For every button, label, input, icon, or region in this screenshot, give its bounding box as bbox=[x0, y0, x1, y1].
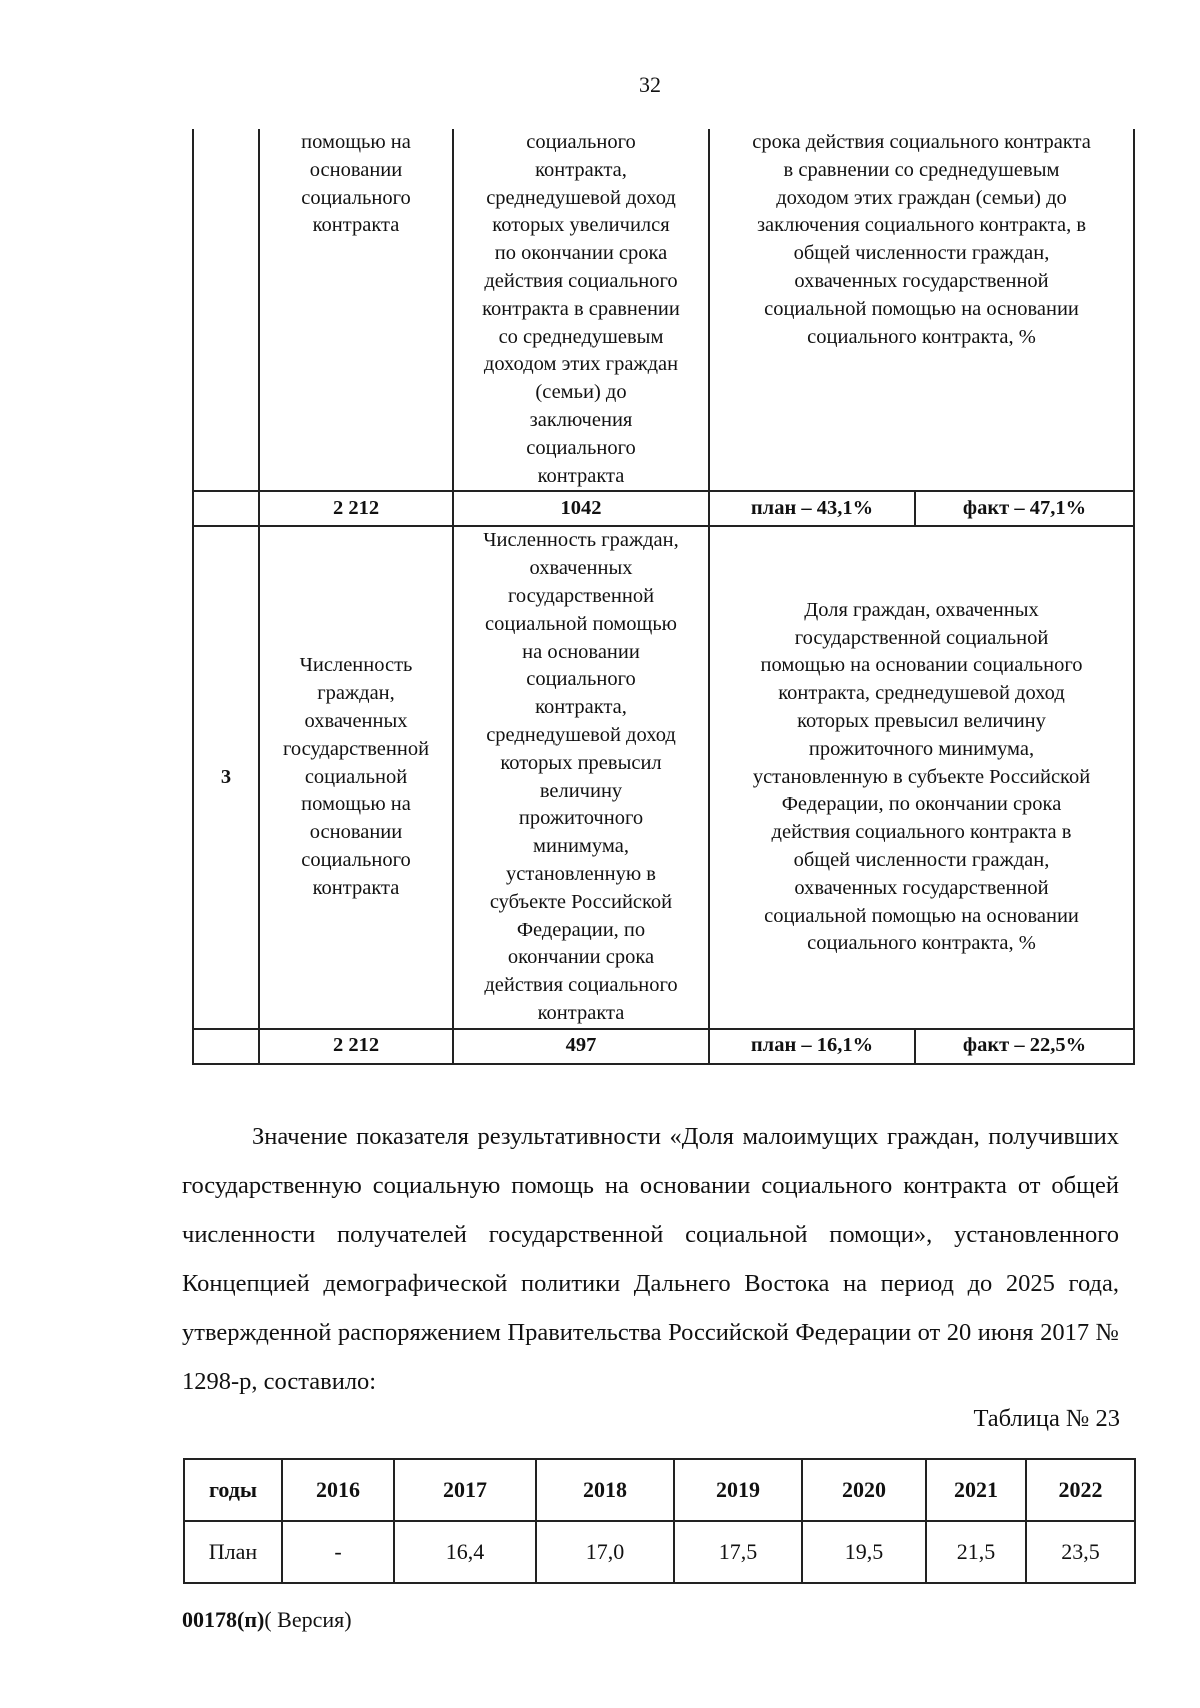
cell-text-line: (семьи) до bbox=[535, 381, 627, 404]
cell-text-line: социальной помощью на основании bbox=[764, 904, 1079, 927]
row-number-cell: 3 bbox=[193, 526, 259, 1028]
cell-text-line: доходом этих граждан (семьи) до bbox=[776, 186, 1067, 209]
cell-text-line: контракта, среднедушевой доход bbox=[778, 682, 1065, 705]
cell-text-line: помощью на основании социального bbox=[760, 654, 1083, 677]
cell-text-line: установленную в субъекте Российской bbox=[752, 765, 1091, 788]
table-cell: 16,4 bbox=[394, 1521, 536, 1583]
indicator-name-cell bbox=[259, 526, 453, 1028]
cell-text-line: социальной bbox=[304, 765, 408, 788]
indicator-share-cell bbox=[709, 129, 1134, 491]
cell-text-line: основании bbox=[309, 821, 403, 844]
cell-text-line: минимума, bbox=[533, 835, 629, 858]
cell-text-line: контракта bbox=[312, 214, 400, 237]
cell-text-line: действия социального контракта в bbox=[771, 821, 1072, 844]
fact-cell: факт – 22,5% bbox=[915, 1029, 1134, 1064]
row-number-cell bbox=[193, 1029, 259, 1064]
cell-text-line: Федерации, по bbox=[516, 918, 646, 941]
cell-text-line: Доля граждан, охваченных bbox=[804, 598, 1039, 621]
table-cell: 17,0 bbox=[536, 1521, 674, 1583]
table-cell: 21,5 bbox=[926, 1521, 1026, 1583]
cell-text-line: граждан, bbox=[317, 682, 395, 705]
cell-text-line: действия социального bbox=[484, 269, 678, 292]
cell-text-line: прожиточного bbox=[518, 807, 644, 830]
indicator-share-cell bbox=[709, 526, 1134, 1028]
document-code: 00178(п) bbox=[182, 1607, 265, 1632]
table-cell: План bbox=[184, 1521, 282, 1583]
indicators-table bbox=[192, 129, 1135, 1065]
cell-text-line: социального контракта, % bbox=[807, 932, 1036, 955]
plan-cell: план – 43,1% bbox=[709, 491, 915, 526]
cell-text-line: контракта, bbox=[535, 696, 627, 719]
cell-text-line: социальной помощью на основании bbox=[764, 297, 1079, 320]
body-paragraph bbox=[182, 1112, 1119, 1406]
cell-text-line: контракта bbox=[537, 1001, 625, 1024]
cell-text-line: помощью на bbox=[301, 793, 411, 816]
cell-text-line: действия социального bbox=[484, 974, 678, 997]
cell-text-line: по окончании срока bbox=[494, 242, 668, 265]
cell-text-line: которых превысил bbox=[500, 751, 662, 774]
table-cell: 2021 bbox=[926, 1459, 1026, 1521]
cell-text-line: социального bbox=[526, 131, 636, 153]
cell-text-line: на основании bbox=[522, 640, 640, 663]
table-cell: 19,5 bbox=[802, 1521, 926, 1583]
cell-text-line: социального bbox=[526, 436, 636, 459]
cell-text-line: охваченных bbox=[529, 557, 633, 580]
indicator-description-cell bbox=[453, 129, 709, 491]
plan-row bbox=[184, 1521, 1135, 1583]
cell-text-line: которых превысил величину bbox=[797, 710, 1046, 733]
cell-text-line: помощью на bbox=[301, 131, 411, 153]
cell-text-line: которых увеличился bbox=[492, 214, 670, 237]
table-cell: 2019 bbox=[674, 1459, 802, 1521]
plan-values-table bbox=[183, 1458, 1136, 1584]
cell-text-line: срока действия социального контракта bbox=[752, 131, 1091, 153]
cell-text-line: контракта, bbox=[535, 158, 627, 181]
total-cell: 2 212 bbox=[259, 1029, 453, 1064]
table-cell: 23,5 bbox=[1026, 1521, 1135, 1583]
count-cell: 1042 bbox=[453, 491, 709, 526]
cell-text-line: в сравнении со среднедушевым bbox=[783, 158, 1060, 181]
row-number-cell bbox=[193, 491, 259, 526]
cell-text-line: субъекте Российской bbox=[489, 890, 673, 913]
indicator-name-cell bbox=[259, 129, 453, 491]
cell-text-line: прожиточного минимума, bbox=[808, 737, 1035, 760]
table-caption: Таблица № 23 bbox=[973, 1405, 1120, 1432]
table-cell: 2020 bbox=[802, 1459, 926, 1521]
page-number: 32 bbox=[639, 72, 661, 97]
table-cell: 2016 bbox=[282, 1459, 394, 1521]
cell-text-line: величину bbox=[539, 779, 623, 802]
indicator-description-cell bbox=[453, 526, 709, 1028]
plan-cell: план – 16,1% bbox=[709, 1029, 915, 1064]
cell-text-line: социального контракта, % bbox=[807, 325, 1036, 348]
cell-text-line: основании bbox=[309, 158, 403, 181]
table-row bbox=[193, 491, 1134, 526]
count-cell: 497 bbox=[453, 1029, 709, 1064]
fact-cell: факт – 47,1% bbox=[915, 491, 1134, 526]
row-number-cell bbox=[193, 129, 259, 491]
table-row bbox=[193, 1029, 1134, 1064]
table-row bbox=[193, 526, 1134, 1028]
cell-text-line: общей численности граждан, bbox=[793, 849, 1050, 872]
cell-text-line: среднедушевой доход bbox=[486, 186, 676, 209]
cell-text-line: окончании срока bbox=[507, 946, 655, 969]
table-cell: 2022 bbox=[1026, 1459, 1135, 1521]
table-cell: 2018 bbox=[536, 1459, 674, 1521]
cell-text-line: охваченных bbox=[304, 710, 408, 733]
table-cell: 2017 bbox=[394, 1459, 536, 1521]
cell-text-line: социального bbox=[526, 668, 636, 691]
paragraph-text: Значение показателя результативности «Доля малоимущих граждан, получивших государственную социальную помощь на основании социального контракта от общей численности получателей государственной социальной помощи», установленного Концепцией демографической политики Дальнего Востока на период до 2025 года, утвержденной распоряжением Правительства Российской Федерации от 20 июня 2017 № 1298-р, составило: bbox=[182, 1123, 1119, 1395]
table-cell: - bbox=[282, 1521, 394, 1583]
cell-text-line: со среднедушевым bbox=[498, 325, 664, 348]
cell-text-line: контракта bbox=[312, 876, 400, 899]
total-cell: 2 212 bbox=[259, 491, 453, 526]
cell-text-line: государственной bbox=[507, 584, 655, 607]
cell-text-line: социальной помощью bbox=[485, 612, 677, 635]
cell-text-line: заключения bbox=[529, 408, 633, 431]
cell-text-line: Численность граждан, bbox=[483, 529, 679, 552]
cell-text-line: доходом этих граждан bbox=[483, 353, 679, 376]
document-footer bbox=[182, 1605, 352, 1635]
cell-text-line: Численность bbox=[299, 654, 413, 677]
cell-text-line: заключения социального контракта, в bbox=[756, 214, 1087, 237]
cell-text-line: контракта в сравнении bbox=[482, 297, 680, 320]
cell-text-line: охваченных государственной bbox=[794, 269, 1049, 292]
cell-text-line: охваченных государственной bbox=[794, 876, 1049, 899]
cell-text-line: общей численности граждан, bbox=[793, 242, 1050, 265]
table-cell: годы bbox=[184, 1459, 282, 1521]
cell-text-line: социального bbox=[301, 849, 411, 872]
table-row bbox=[193, 129, 1134, 491]
cell-text-line: среднедушевой доход bbox=[486, 723, 676, 746]
cell-text-line: государственной bbox=[282, 737, 430, 760]
table-cell: 17,5 bbox=[674, 1521, 802, 1583]
years-header-row bbox=[184, 1459, 1135, 1521]
cell-text-line: социального bbox=[301, 186, 411, 209]
cell-text-line: государственной социальной bbox=[794, 626, 1049, 649]
cell-text-line: установленную в bbox=[506, 862, 656, 885]
cell-text-line: контракта bbox=[537, 464, 625, 487]
cell-text-line: Федерации, по окончании срока bbox=[781, 793, 1062, 816]
version-label: ( Версия) bbox=[264, 1607, 352, 1632]
